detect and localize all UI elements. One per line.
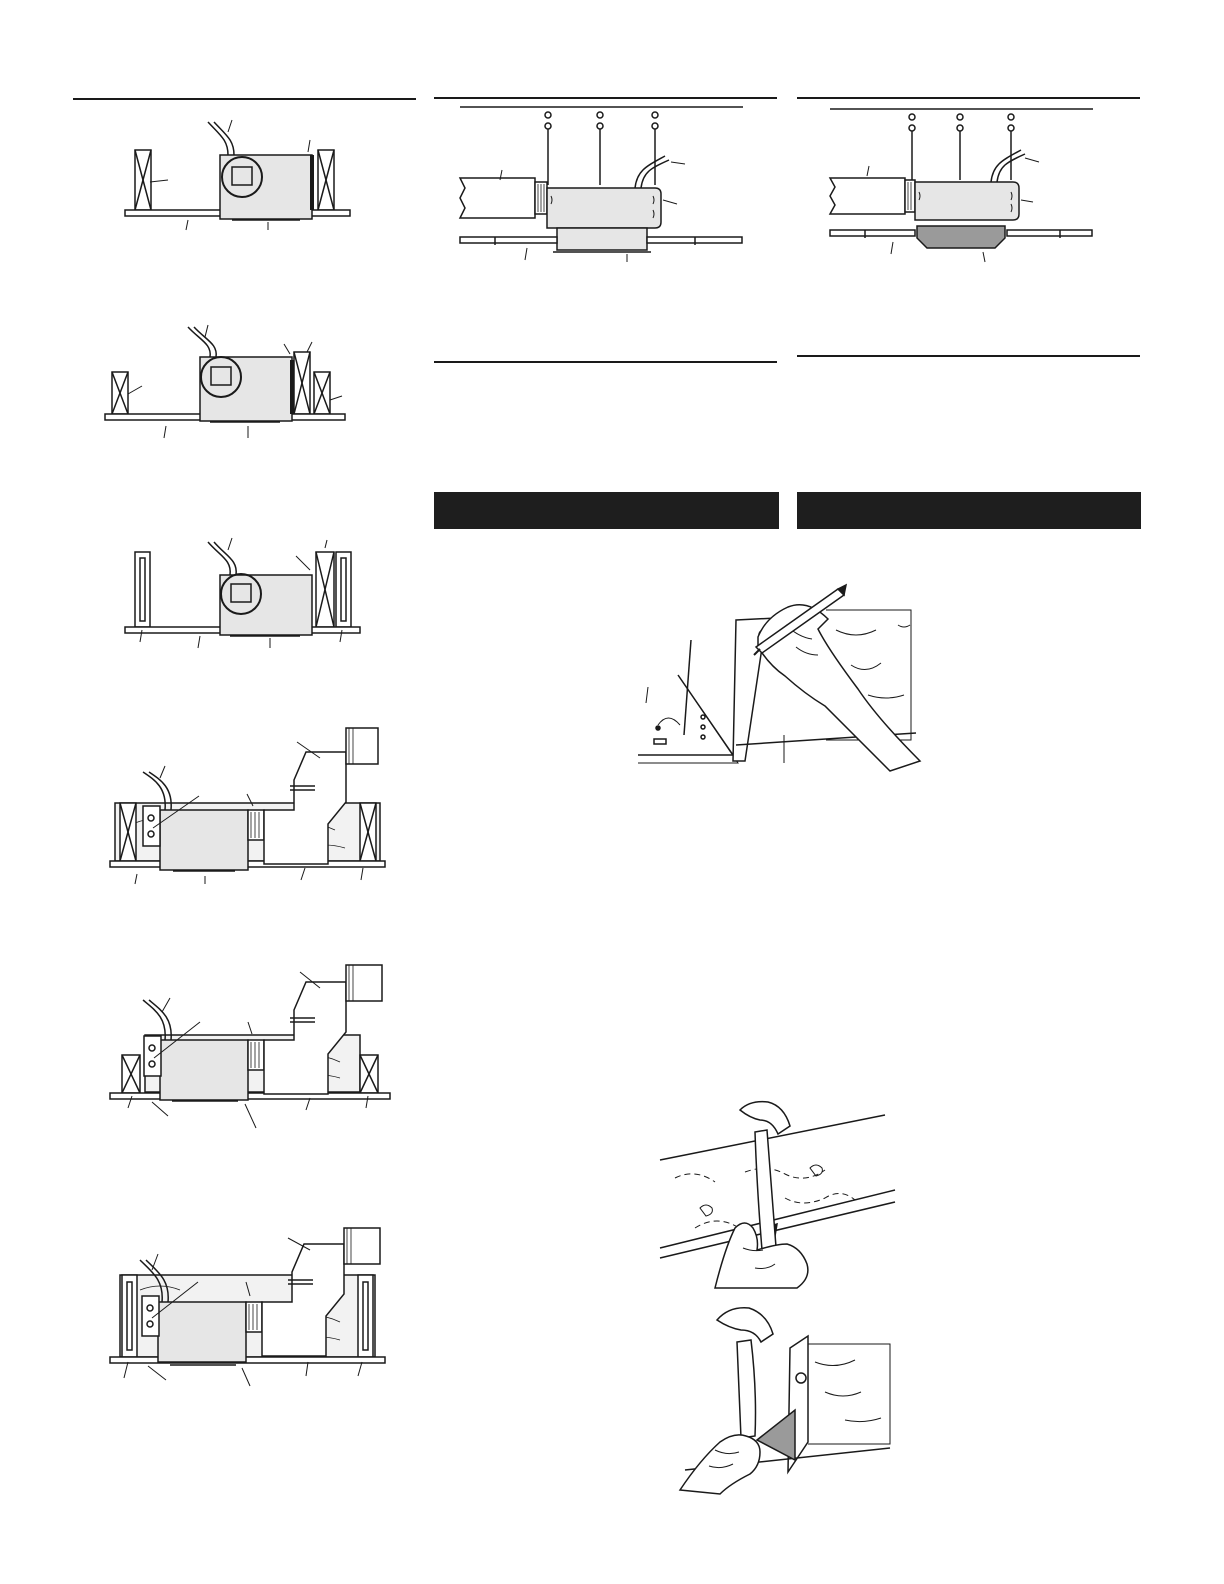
duct-run [460, 178, 535, 218]
joist-right [318, 150, 334, 210]
joist-right [294, 352, 330, 414]
hanger-rod-icon [909, 114, 1014, 180]
insulated-duct-figure-a [105, 728, 390, 888]
i-joist-right [316, 552, 351, 627]
insulated-duct-figure-c [110, 1220, 390, 1392]
mounting-bracket [142, 1296, 159, 1336]
hanger-rod-icon [545, 112, 658, 185]
fan-housing [158, 1302, 246, 1362]
insulated-duct-figure-b [110, 960, 390, 1130]
mounting-bracket [143, 806, 160, 846]
ceiling-tile-left [830, 230, 915, 236]
fan-housing [220, 155, 312, 219]
fan-housing [547, 188, 661, 228]
left-column-top-rule [73, 98, 416, 100]
grille-body [557, 228, 647, 250]
suspended-flush-mount-figure [455, 100, 750, 265]
fan-housing [160, 1040, 248, 1100]
fan-housing [160, 810, 248, 870]
tap-insulation-illustration [655, 1098, 895, 1288]
ceiling-tile-right [1007, 230, 1092, 236]
ceiling-panel [660, 1115, 895, 1258]
joist-left [135, 150, 151, 210]
bend-tabs-illustration [675, 1300, 895, 1500]
joist-right [360, 803, 376, 861]
right-column-top-rule [797, 97, 1140, 99]
right-column-rule-2 [797, 355, 1140, 357]
joist-mount-figure-a [110, 110, 360, 235]
duct-run [830, 178, 905, 214]
duct-run [346, 728, 378, 764]
i-joist-left [135, 552, 150, 627]
joist-left [122, 1055, 140, 1093]
damper-collar [248, 1040, 264, 1070]
hand-icon [680, 1435, 760, 1494]
flex-conduit-icon [188, 327, 216, 357]
suspended-recessed-mount-figure [825, 100, 1100, 265]
recessed-sleeve [917, 226, 1005, 248]
fan-housing [915, 182, 1019, 220]
joist-mount-figure-c [120, 530, 370, 650]
middle-column-top-rule [434, 97, 777, 99]
damper-collar [248, 810, 264, 840]
joist-left [120, 803, 136, 861]
ceiling-board [110, 1357, 385, 1363]
i-joist-right [358, 1275, 373, 1357]
damper-collar [246, 1302, 262, 1332]
ceiling-board [110, 1093, 390, 1099]
i-joist-left [122, 1275, 137, 1357]
hammer-icon [717, 1308, 773, 1438]
flex-conduit-icon [208, 542, 236, 575]
duct-run [346, 965, 382, 1001]
duct-run [344, 1228, 380, 1264]
joist-right [360, 1055, 378, 1093]
middle-column-rule-2 [434, 361, 777, 363]
mounting-bracket [144, 1036, 161, 1076]
flex-conduit-icon [635, 156, 669, 188]
damper-collar [905, 180, 915, 212]
bent-tab [757, 1410, 795, 1460]
flex-conduit-icon [143, 1000, 171, 1040]
joist-left [112, 372, 128, 414]
section-heading-bar-left [434, 492, 779, 529]
joist-mount-figure-b [100, 322, 360, 447]
section-heading-bar-right [797, 492, 1141, 529]
ceiling-tile-left [460, 237, 557, 243]
mark-hanger-holes-illustration [636, 585, 921, 767]
flex-conduit-icon [991, 150, 1025, 182]
